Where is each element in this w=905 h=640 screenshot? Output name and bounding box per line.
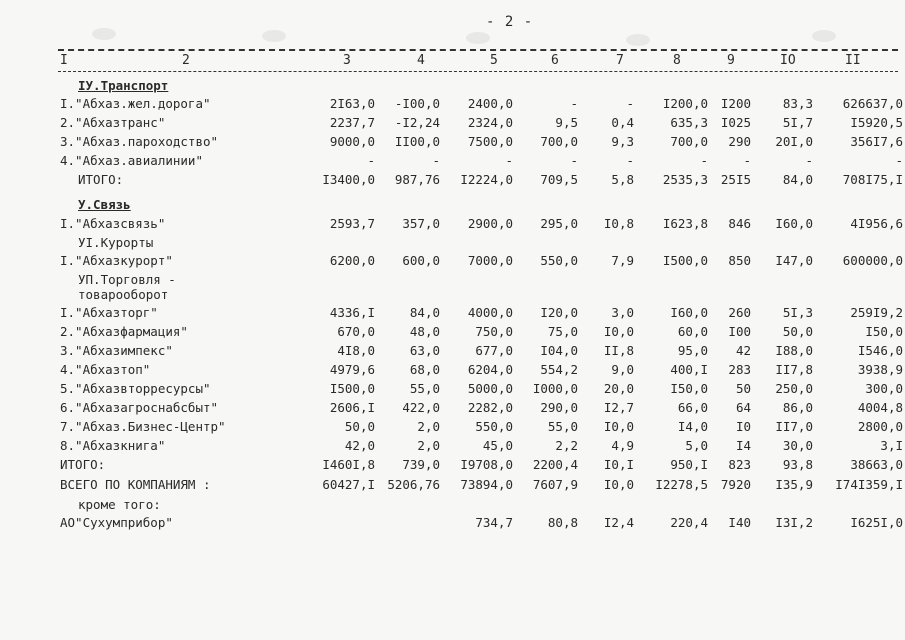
cell-col-11: I74I359,I	[835, 477, 903, 492]
cell-col-6: 550,0	[540, 253, 578, 268]
table-row	[0, 343, 905, 361]
cell-col-9: 823	[728, 457, 751, 472]
cell-col-9: I00	[728, 324, 751, 339]
cell-col-7: I0,8	[603, 216, 634, 231]
cell-col-11: 3,I	[880, 438, 903, 453]
cell-col-7: I2,4	[603, 515, 634, 530]
table-row	[0, 457, 905, 475]
table-row	[0, 134, 905, 152]
table-row	[0, 515, 905, 533]
table-row	[0, 153, 905, 171]
row-label: 4."Абхазтоп"	[60, 362, 151, 377]
cell-col-3: I500,0	[329, 381, 375, 396]
cell-col-8: 66,0	[677, 400, 708, 415]
row-label: 7."Абхаз.Бизнес-Центр"	[60, 419, 226, 434]
cell-col-4: 2,0	[417, 438, 440, 453]
table-row	[0, 497, 905, 515]
cell-col-4: 68,0	[409, 362, 440, 377]
cell-col-4: 5206,76	[387, 477, 440, 492]
cell-col-10: 84,0	[782, 172, 813, 187]
cell-col-7: I0,0	[603, 324, 634, 339]
header-rule-top	[58, 49, 898, 51]
cell-col-8: I4,0	[677, 419, 708, 434]
cell-col-6: 295,0	[540, 216, 578, 231]
cell-col-7: I0,0	[603, 419, 634, 434]
column-number: 7	[616, 53, 624, 68]
cell-col-5: -	[505, 153, 513, 168]
cell-col-3: 670,0	[337, 324, 375, 339]
cell-col-5: 6204,0	[467, 362, 513, 377]
row-label: кроме того:	[78, 497, 161, 512]
cell-col-8: 220,4	[670, 515, 708, 530]
row-label: УI.Курорты	[78, 235, 154, 250]
cell-col-8: 95,0	[677, 343, 708, 358]
cell-col-4: 84,0	[409, 305, 440, 320]
cell-col-3: 6200,0	[329, 253, 375, 268]
cell-col-11: 708I75,I	[842, 172, 903, 187]
cell-col-9: I200	[720, 96, 751, 111]
paper-smudge	[626, 34, 650, 46]
cell-col-4: 739,0	[402, 457, 440, 472]
cell-col-6: I04,0	[540, 343, 578, 358]
cell-col-3: 4336,I	[329, 305, 375, 320]
table-row	[0, 419, 905, 437]
cell-col-9: I025	[720, 115, 751, 130]
cell-col-4: -I00,0	[394, 96, 440, 111]
row-label: ИТОГО:	[60, 457, 106, 472]
cell-col-5: 677,0	[475, 343, 513, 358]
cell-col-3: 42,0	[344, 438, 375, 453]
cell-col-4: 987,76	[394, 172, 440, 187]
table-row	[0, 197, 905, 215]
cell-col-11: I50,0	[865, 324, 903, 339]
cell-col-7: I0,I	[603, 457, 634, 472]
cell-col-3: I3400,0	[322, 172, 375, 187]
page-number: - 2 -	[486, 14, 534, 30]
cell-col-4: 2,0	[417, 419, 440, 434]
cell-col-5: 2282,0	[467, 400, 513, 415]
cell-col-10: I35,9	[775, 477, 813, 492]
cell-col-9: 850	[728, 253, 751, 268]
table-row	[0, 400, 905, 418]
cell-col-7: 0,4	[611, 115, 634, 130]
cell-col-9: I40	[728, 515, 751, 530]
table-row	[0, 305, 905, 323]
cell-col-7: 9,0	[611, 362, 634, 377]
cell-col-7: II,8	[603, 343, 634, 358]
row-label: I."Абхазкурорт"	[60, 253, 173, 268]
cell-col-6: 9,5	[555, 115, 578, 130]
cell-col-4: 48,0	[409, 324, 440, 339]
cell-col-8: 400,I	[670, 362, 708, 377]
row-label: IУ.Транспорт	[78, 78, 169, 93]
cell-col-8: I623,8	[662, 216, 708, 231]
table-row	[0, 362, 905, 380]
cell-col-6: 2,2	[555, 438, 578, 453]
table-row	[0, 78, 905, 96]
cell-col-10: 5I,3	[782, 305, 813, 320]
column-number: 4	[417, 53, 425, 68]
cell-col-5: 734,7	[475, 515, 513, 530]
cell-col-3: 2I63,0	[329, 96, 375, 111]
cell-col-10: II7,8	[775, 362, 813, 377]
cell-col-8: 700,0	[670, 134, 708, 149]
cell-col-5: 550,0	[475, 419, 513, 434]
row-label: 2."Абхазфармация"	[60, 324, 188, 339]
table-row	[0, 324, 905, 342]
cell-col-8: I50,0	[670, 381, 708, 396]
cell-col-9: I4	[735, 438, 751, 453]
cell-col-4: -	[432, 153, 440, 168]
cell-col-7: I2,7	[603, 400, 634, 415]
cell-col-6: 55,0	[547, 419, 578, 434]
cell-col-5: 7000,0	[467, 253, 513, 268]
cell-col-8: 60,0	[677, 324, 708, 339]
cell-col-10: -	[805, 153, 813, 168]
cell-col-5: I2224,0	[460, 172, 513, 187]
cell-col-11: -	[895, 153, 903, 168]
cell-col-8: 2535,3	[662, 172, 708, 187]
cell-col-7: -	[626, 153, 634, 168]
cell-col-11: I625I,0	[850, 515, 903, 530]
cell-col-10: I47,0	[775, 253, 813, 268]
cell-col-6: 709,5	[540, 172, 578, 187]
row-label: УП.Торговля -	[78, 272, 176, 287]
row-label: ВСЕГО ПО КОМПАНИЯМ :	[60, 477, 211, 492]
row-label: АО"Сухумприбор"	[60, 515, 173, 530]
cell-col-8: I2278,5	[655, 477, 708, 492]
cell-col-5: 73894,0	[460, 477, 513, 492]
cell-col-10: I3I,2	[775, 515, 813, 530]
cell-col-5: 4000,0	[467, 305, 513, 320]
cell-col-4: -I2,24	[394, 115, 440, 130]
cell-col-8: I60,0	[670, 305, 708, 320]
cell-col-5: 45,0	[482, 438, 513, 453]
cell-col-9: 260	[728, 305, 751, 320]
cell-col-6: 75,0	[547, 324, 578, 339]
cell-col-5: 2400,0	[467, 96, 513, 111]
cell-col-7: 4,9	[611, 438, 634, 453]
table-row	[0, 235, 905, 253]
row-label: 3."Абхаз.пароходство"	[60, 134, 219, 149]
table-row	[0, 438, 905, 456]
cell-col-6: I20,0	[540, 305, 578, 320]
cell-col-5: 2324,0	[467, 115, 513, 130]
cell-col-11: 300,0	[865, 381, 903, 396]
cell-col-9: I0	[735, 419, 751, 434]
cell-col-6: 2200,4	[532, 457, 578, 472]
cell-col-4: 422,0	[402, 400, 440, 415]
cell-col-9: -	[743, 153, 751, 168]
cell-col-11: I5920,5	[850, 115, 903, 130]
row-label: товарооборот	[78, 287, 169, 302]
cell-col-11: 356I7,6	[850, 134, 903, 149]
cell-col-6: -	[570, 153, 578, 168]
column-number: 9	[727, 53, 735, 68]
table-row	[0, 287, 905, 305]
row-label: I."Абхаз.жел.дорога"	[60, 96, 211, 111]
column-number: 8	[673, 53, 681, 68]
row-label: 3."Абхазимпекс"	[60, 343, 173, 358]
table-row	[0, 96, 905, 114]
cell-col-6: I000,0	[532, 381, 578, 396]
cell-col-3: 60427,I	[322, 477, 375, 492]
cell-col-7: 7,9	[611, 253, 634, 268]
cell-col-9: 290	[728, 134, 751, 149]
row-label: ИТОГО:	[78, 172, 124, 187]
cell-col-5: I9708,0	[460, 457, 513, 472]
cell-col-3: 2606,I	[329, 400, 375, 415]
cell-col-10: 30,0	[782, 438, 813, 453]
cell-col-10: 250,0	[775, 381, 813, 396]
cell-col-10: 5I,7	[782, 115, 813, 130]
cell-col-8: I200,0	[662, 96, 708, 111]
cell-col-11: 3938,9	[857, 362, 903, 377]
cell-col-9: 42	[735, 343, 751, 358]
cell-col-8: -	[700, 153, 708, 168]
cell-col-10: 20I,0	[775, 134, 813, 149]
row-label: I."Абхазторг"	[60, 305, 158, 320]
cell-col-11: 4I956,6	[850, 216, 903, 231]
cell-col-3: 2593,7	[329, 216, 375, 231]
column-number: I	[60, 53, 68, 68]
cell-col-3: 50,0	[344, 419, 375, 434]
table-row	[0, 381, 905, 399]
cell-col-4: 357,0	[402, 216, 440, 231]
cell-col-8: 635,3	[670, 115, 708, 130]
cell-col-8: 950,I	[670, 457, 708, 472]
column-number: 3	[343, 53, 351, 68]
paper-smudge	[466, 32, 490, 44]
cell-col-11: I546,0	[857, 343, 903, 358]
cell-col-3: 4I8,0	[337, 343, 375, 358]
cell-col-7: 3,0	[611, 305, 634, 320]
cell-col-5: 7500,0	[467, 134, 513, 149]
cell-col-3: -	[367, 153, 375, 168]
cell-col-7: 5,8	[611, 172, 634, 187]
cell-col-9: 283	[728, 362, 751, 377]
cell-col-3: I460I,8	[322, 457, 375, 472]
cell-col-5: 5000,0	[467, 381, 513, 396]
column-number: 6	[551, 53, 559, 68]
cell-col-9: 7920	[720, 477, 751, 492]
cell-col-10: II7,0	[775, 419, 813, 434]
cell-col-7: 20,0	[603, 381, 634, 396]
cell-col-6: 700,0	[540, 134, 578, 149]
table-row	[0, 477, 905, 495]
paper-smudge	[812, 30, 836, 42]
row-label: 2."Абхазтранс"	[60, 115, 166, 130]
row-label: 6."Абхазагроснабсбыт"	[60, 400, 219, 415]
cell-col-11: 600000,0	[842, 253, 903, 268]
cell-col-7: 9,3	[611, 134, 634, 149]
column-number: 2	[182, 53, 190, 68]
cell-col-7: -	[626, 96, 634, 111]
cell-col-9: 50	[735, 381, 751, 396]
cell-col-10: 50,0	[782, 324, 813, 339]
row-label: 8."Абхазкнига"	[60, 438, 166, 453]
cell-col-9: 846	[728, 216, 751, 231]
cell-col-10: 86,0	[782, 400, 813, 415]
cell-col-3: 9000,0	[329, 134, 375, 149]
cell-col-11: 2800,0	[857, 419, 903, 434]
cell-col-3: 2237,7	[329, 115, 375, 130]
cell-col-10: I60,0	[775, 216, 813, 231]
cell-col-4: 55,0	[409, 381, 440, 396]
paper-smudge	[92, 28, 116, 40]
cell-col-4: 63,0	[409, 343, 440, 358]
header-rule-bottom	[58, 71, 898, 72]
cell-col-4: II00,0	[394, 134, 440, 149]
cell-col-8: 5,0	[685, 438, 708, 453]
cell-col-6: 290,0	[540, 400, 578, 415]
table-row	[0, 172, 905, 190]
cell-col-11: 4004,8	[857, 400, 903, 415]
paper-smudge	[262, 30, 286, 42]
cell-col-10: 83,3	[782, 96, 813, 111]
cell-col-10: I88,0	[775, 343, 813, 358]
cell-col-6: 554,2	[540, 362, 578, 377]
cell-col-9: 25I5	[720, 172, 751, 187]
cell-col-5: 2900,0	[467, 216, 513, 231]
column-number: 5	[490, 53, 498, 68]
row-label: У.Связь	[78, 197, 131, 212]
table-row	[0, 253, 905, 271]
cell-col-7: I0,0	[603, 477, 634, 492]
table-row	[0, 216, 905, 234]
column-number: II	[845, 53, 861, 68]
cell-col-11: 259I9,2	[850, 305, 903, 320]
cell-col-6: 80,8	[547, 515, 578, 530]
cell-col-11: 626637,0	[842, 96, 903, 111]
cell-col-11: 38663,0	[850, 457, 903, 472]
cell-col-4: 600,0	[402, 253, 440, 268]
table-row	[0, 115, 905, 133]
cell-col-8: I500,0	[662, 253, 708, 268]
row-label: 5."Абхазвторресурсы"	[60, 381, 211, 396]
column-number: IO	[780, 53, 796, 68]
row-label: I."Абхазсвязь"	[60, 216, 166, 231]
cell-col-5: 750,0	[475, 324, 513, 339]
cell-col-6: 7607,9	[532, 477, 578, 492]
cell-col-9: 64	[735, 400, 751, 415]
cell-col-6: -	[570, 96, 578, 111]
cell-col-3: 4979,6	[329, 362, 375, 377]
cell-col-10: 93,8	[782, 457, 813, 472]
row-label: 4."Абхаз.авиалинии"	[60, 153, 203, 168]
